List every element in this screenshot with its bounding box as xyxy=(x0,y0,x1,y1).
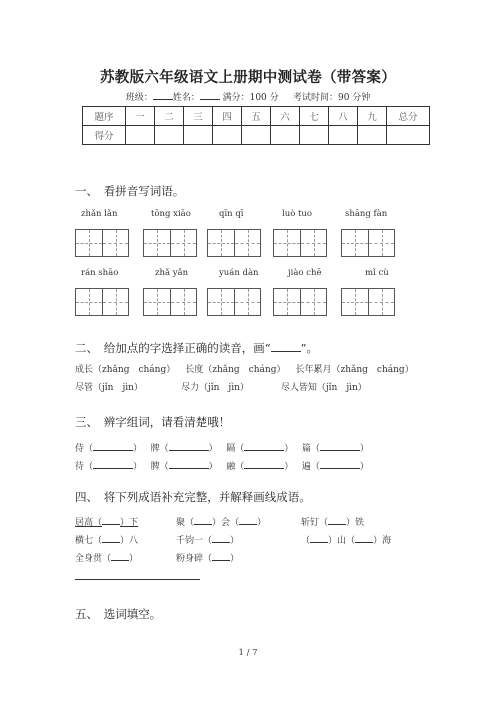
pinyin-label: mǐ cù xyxy=(365,268,389,278)
reading-item[interactable]: 长度（zhǎng cháng） xyxy=(185,365,286,375)
score-cell[interactable] xyxy=(184,126,213,145)
writing-box[interactable] xyxy=(273,229,327,257)
pinyin-label: jiào chē xyxy=(288,268,322,278)
reading-item[interactable]: 尽力（jǐn jìn） xyxy=(180,383,249,393)
idiom-item: 千钧一（ ） xyxy=(176,533,239,546)
pinyin-label: yuán dàn xyxy=(219,268,259,278)
full-score: 满分：100 分 xyxy=(222,93,279,103)
idiom-item: 粉身碎（ ） xyxy=(176,551,239,564)
score-value-row xyxy=(83,126,430,145)
answer-blank[interactable] xyxy=(320,441,360,451)
pinyin-label: tōng xiāo xyxy=(151,209,191,219)
name-blank xyxy=(200,90,220,100)
section5-heading: 五、 选词填空。 xyxy=(75,607,162,621)
answer-blank[interactable] xyxy=(244,441,284,451)
name-label: 姓名： xyxy=(172,93,200,103)
writing-box[interactable] xyxy=(207,288,261,316)
writing-box[interactable] xyxy=(143,229,197,257)
score-header-cell: 题序 xyxy=(83,107,126,126)
reading-item[interactable]: 成长（zhǎng cháng） xyxy=(75,365,176,375)
exam-info xyxy=(0,90,496,103)
writing-box[interactable] xyxy=(341,288,395,316)
score-header-cell: 三 xyxy=(184,107,213,126)
pinyin-label: qīn qī xyxy=(219,209,244,219)
score-cell[interactable] xyxy=(213,126,242,145)
idiom-item: 聚（ ）会（ ） xyxy=(176,515,266,528)
score-cell[interactable] xyxy=(242,126,271,145)
score-header-cell: 总分 xyxy=(387,107,430,126)
exam-time: 考试时间：90 分钟 xyxy=(292,93,371,103)
section3-heading: 三、 辨字组词，请看清楚哦！ xyxy=(75,415,231,429)
reading-item[interactable]: 尽人皆知（jǐn jìn） xyxy=(280,383,367,393)
score-cell[interactable] xyxy=(300,126,329,145)
pinyin-label: zhǎn lǎn xyxy=(81,209,118,219)
idiom-item: 居高（ ）下 xyxy=(75,515,138,528)
section2-heading: 二、 给加点的字选择正确的读音，画“ ”。 xyxy=(75,341,319,355)
idiom-item: 全身贯（ ） xyxy=(75,551,138,564)
answer-blank[interactable] xyxy=(320,459,360,469)
score-table xyxy=(82,106,430,145)
page-number: 1 / 7 xyxy=(238,648,258,658)
score-header-cell: 一 xyxy=(126,107,155,126)
score-header-cell: 五 xyxy=(242,107,271,126)
writing-box[interactable] xyxy=(273,288,327,316)
reading-line xyxy=(75,362,414,375)
score-cell[interactable] xyxy=(358,126,387,145)
score-cell[interactable] xyxy=(271,126,300,145)
answer-blank[interactable] xyxy=(169,441,209,451)
writing-box[interactable] xyxy=(207,229,261,257)
explanation-line[interactable] xyxy=(75,579,200,580)
idiom-item: 斩钉（ ）铁 xyxy=(301,515,364,528)
pinyin-label: luò tuo xyxy=(282,209,313,219)
writing-box[interactable] xyxy=(75,229,129,257)
class-label: 班级： xyxy=(125,93,153,103)
section4-heading: 四、 将下列成语补充完整，并解释画线成语。 xyxy=(75,490,311,504)
word-row: 侍（ ） 牌（ ） 隔（ ） 篇（ ） xyxy=(75,441,369,454)
score-cell[interactable] xyxy=(155,126,184,145)
answer-blank xyxy=(271,342,301,352)
answer-blank[interactable] xyxy=(93,441,133,451)
score-header-cell: 二 xyxy=(155,107,184,126)
word-row: 待（ ） 脾（ ） 融（ ） 遍（ ） xyxy=(75,459,369,472)
idiom-item: 横七（ ）八 xyxy=(75,533,138,546)
score-cell[interactable] xyxy=(329,126,358,145)
score-header-cell: 四 xyxy=(213,107,242,126)
pinyin-label: shāng fàn xyxy=(345,209,388,219)
section1-heading: 一、 看拼音写词语。 xyxy=(75,184,185,198)
score-header-cell: 八 xyxy=(329,107,358,126)
reading-item[interactable]: 尽管（jǐn jìn） xyxy=(75,383,143,393)
writing-box[interactable] xyxy=(75,288,129,316)
writing-box[interactable] xyxy=(143,288,197,316)
reading-line xyxy=(75,380,367,393)
idiom-item: （ ）山（ ）海 xyxy=(301,533,391,546)
score-header-cell: 七 xyxy=(300,107,329,126)
writing-box[interactable] xyxy=(341,229,395,257)
score-header-cell: 六 xyxy=(271,107,300,126)
pinyin-label: zhǎ yǎn xyxy=(155,268,189,278)
answer-blank[interactable] xyxy=(244,459,284,469)
answer-blank[interactable] xyxy=(169,459,209,469)
class-blank xyxy=(153,90,173,100)
score-row-label: 得分 xyxy=(83,126,126,145)
answer-blank[interactable] xyxy=(93,459,133,469)
score-cell[interactable] xyxy=(387,126,430,145)
score-header-row xyxy=(83,107,430,126)
reading-item[interactable]: 长年累月（zhǎng cháng） xyxy=(295,365,414,375)
exam-title: 苏教版六年级语文上册期中测试卷（带答案） xyxy=(100,69,396,86)
pinyin-label: rán shāo xyxy=(81,268,119,278)
score-cell[interactable] xyxy=(126,126,155,145)
score-header-cell: 九 xyxy=(358,107,387,126)
